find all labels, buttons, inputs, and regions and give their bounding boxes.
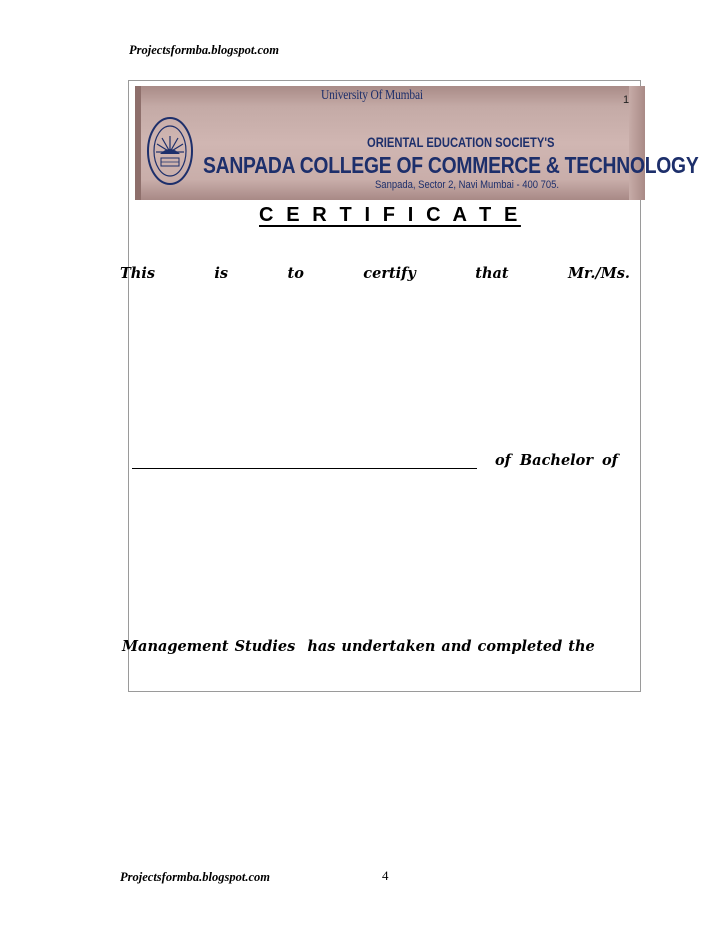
word: certify xyxy=(363,265,416,282)
word: Management xyxy=(122,638,229,655)
university-name: University Of Mumbai xyxy=(321,88,423,103)
certificate-line-1 xyxy=(120,265,630,282)
word: and xyxy=(441,638,472,655)
certificate-line-2 xyxy=(120,452,630,469)
name-blank-line xyxy=(132,454,477,469)
college-letterhead xyxy=(135,86,699,200)
word: of xyxy=(602,452,618,469)
word: completed xyxy=(477,638,563,655)
word: is xyxy=(214,265,229,282)
header-url: Projectsformba.blogspot.com xyxy=(129,43,279,57)
word: This xyxy=(120,265,156,282)
certificate-line-3 xyxy=(122,638,632,655)
footer-page-number: 4 xyxy=(382,868,389,883)
society-name: ORIENTAL EDUCATION SOCIETY'S xyxy=(367,134,555,150)
college-name: SANPADA COLLEGE OF COMMERCE & TECHNOLOGY xyxy=(203,152,699,178)
college-seal-icon xyxy=(145,114,195,188)
letterhead-edge-right xyxy=(629,86,645,200)
word: Mr./Ms. xyxy=(568,265,630,282)
word: has xyxy=(307,638,336,655)
word: of xyxy=(495,452,511,469)
word: Bachelor xyxy=(519,452,593,469)
word: that xyxy=(475,265,509,282)
letterhead-page-number: 1 xyxy=(623,94,630,106)
word: to xyxy=(287,265,304,282)
word: undertaken xyxy=(341,638,436,655)
letterhead-edge-left xyxy=(135,86,141,200)
college-address: Sanpada, Sector 2, Navi Mumbai - 400 705. xyxy=(375,179,560,191)
word: Studies xyxy=(234,638,296,655)
word: the xyxy=(568,638,595,655)
certificate-title: C E R T I F I C A T E xyxy=(259,204,521,226)
footer-url: Projectsformba.blogspot.com xyxy=(120,870,270,884)
